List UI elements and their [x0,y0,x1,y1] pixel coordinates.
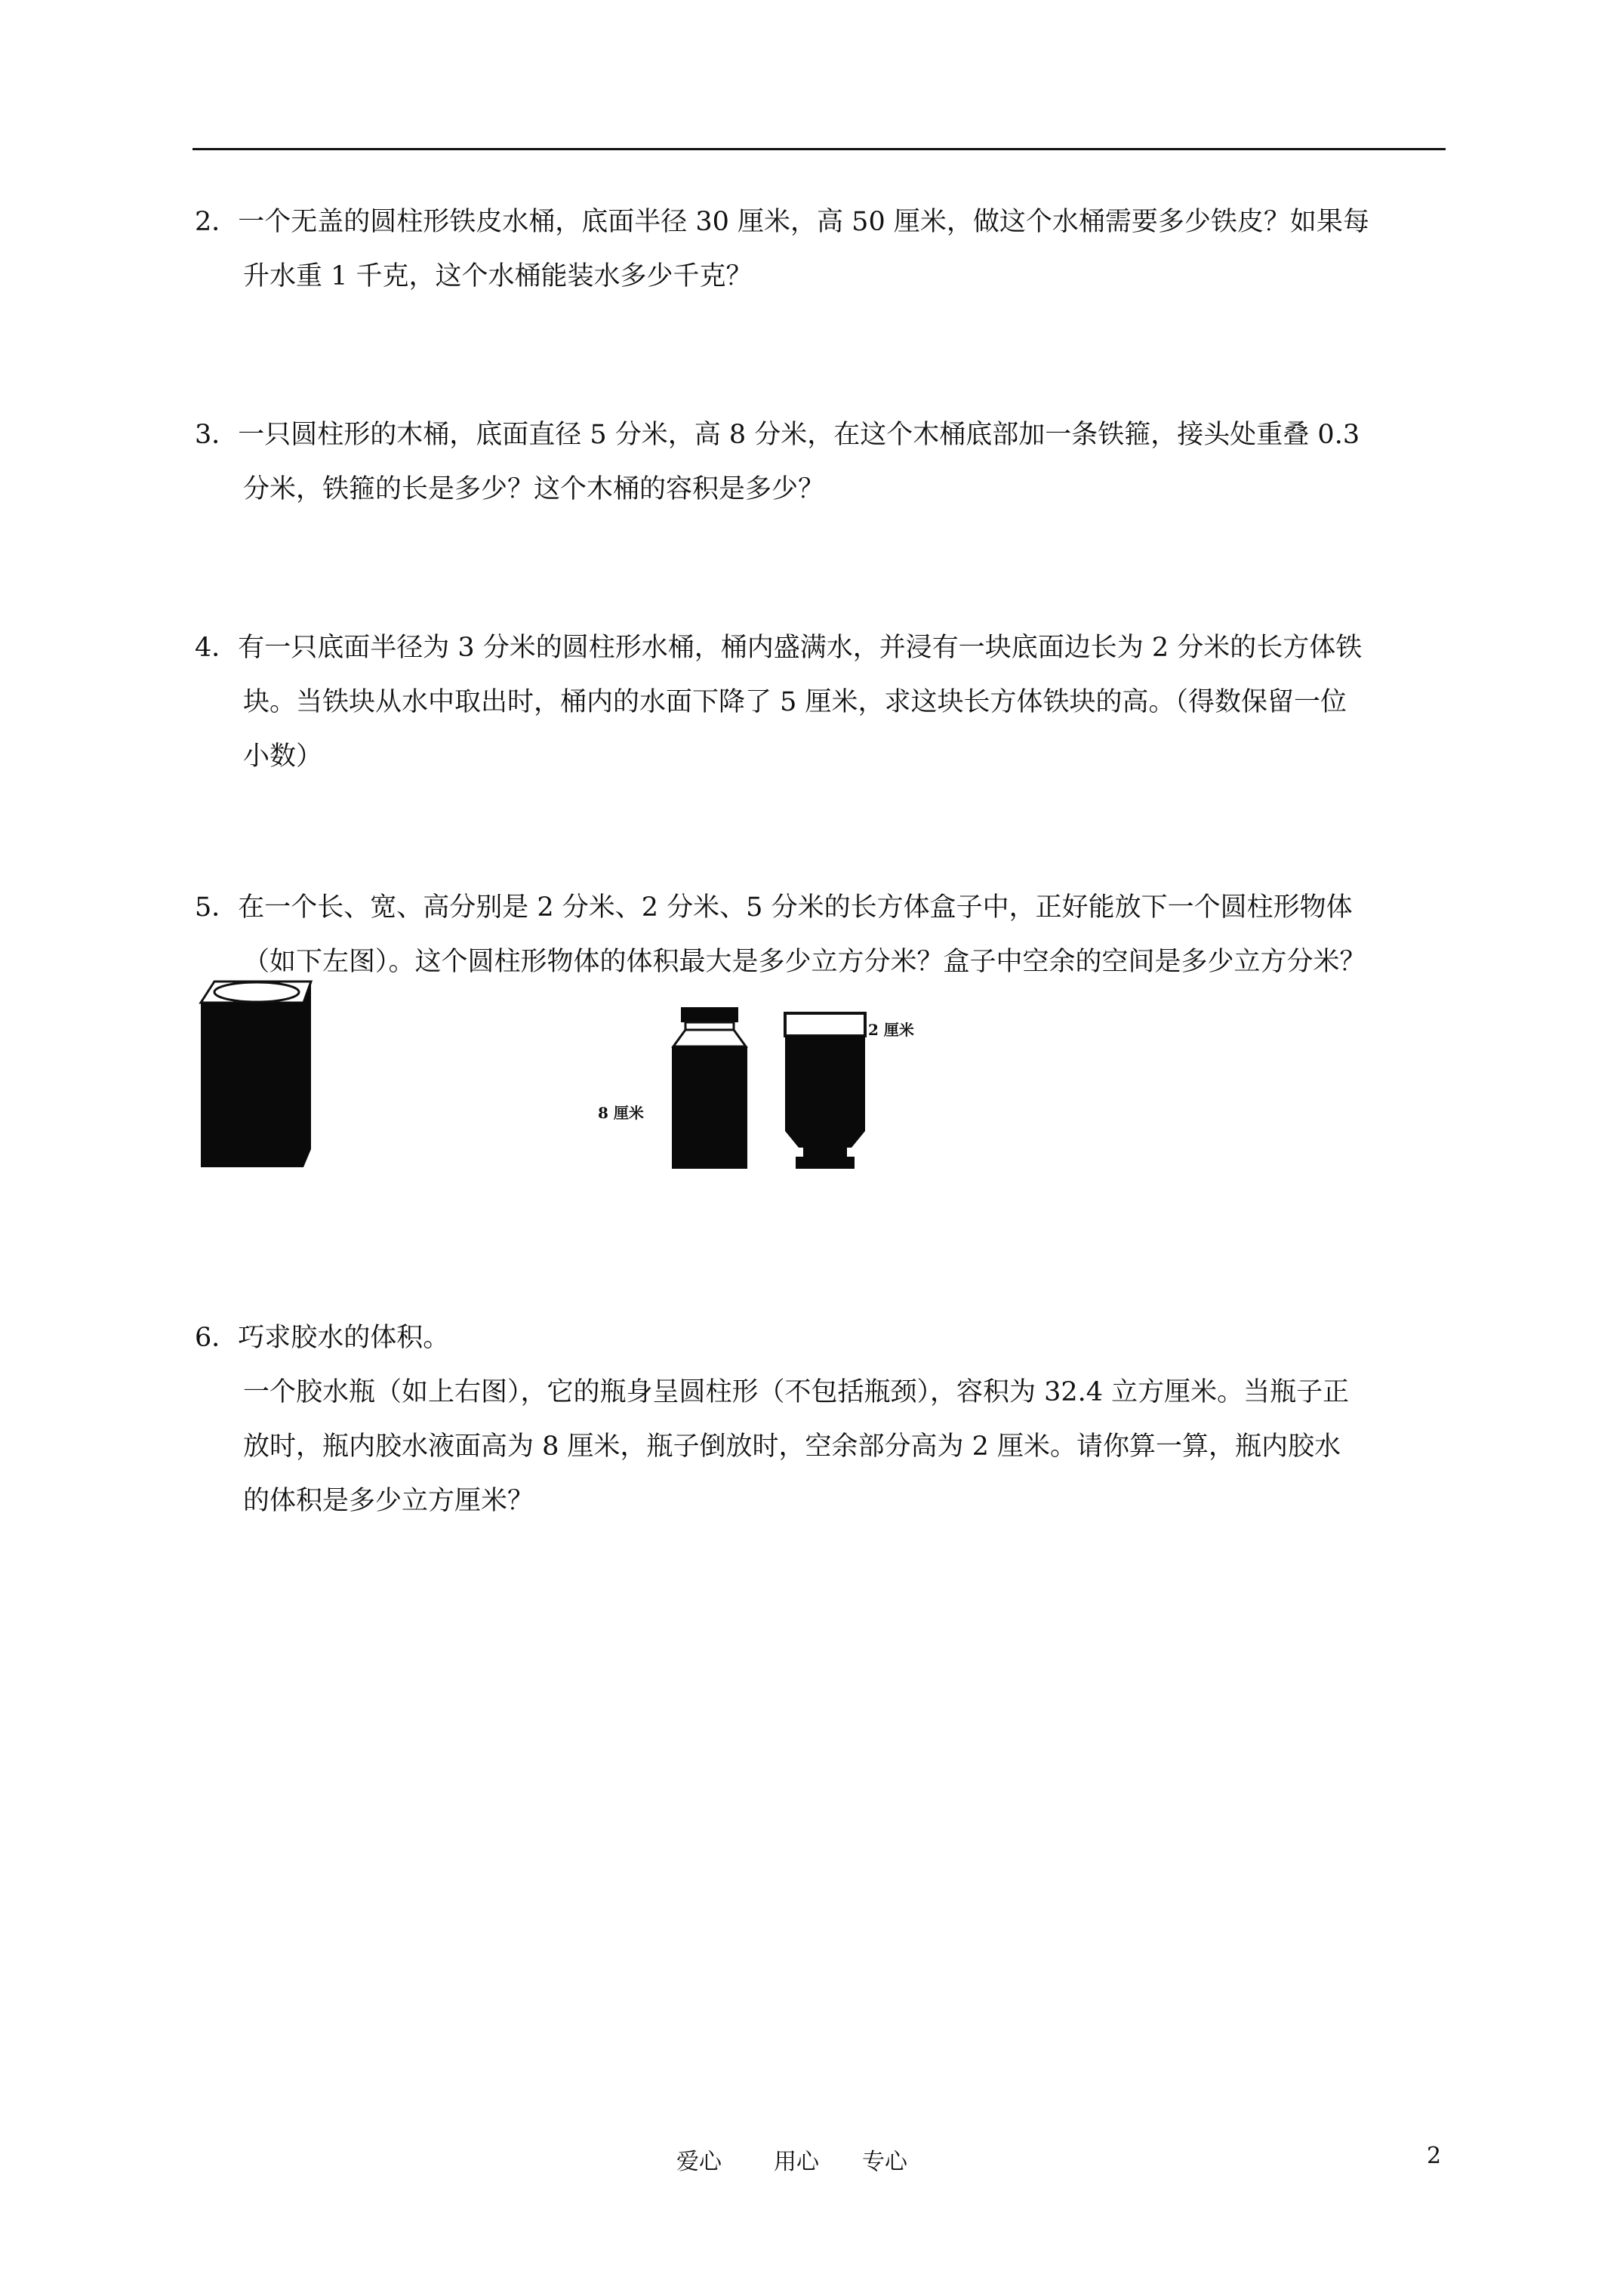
footer-motto-2: 用心 [774,2149,819,2175]
question-3-line-2: 分米，铁箍的长是多少？这个木桶的容积是多少？ [243,474,825,504]
question-6 [195,1311,1455,1528]
question-6-line-3: 的体积是多少立方厘米？ [243,1486,534,1516]
question-5-line-2: （如下左图）。这个圆柱形物体的体积最大是多少立方分米？盒子中空余的空间是多少立方分米？ [243,947,1366,977]
bottle-inverted-gap-label: 2 厘米 [868,1021,914,1039]
question-4 [195,621,1455,784]
question-6-line-2: 放时，瓶内胶水液面高为 8 厘米，瓶子倒放时，空余部分高为 2 厘米。请你算一算，瓶内胶水 [243,1432,1341,1462]
question-4-line-2: 块。当铁块从水中取出时，桶内的水面下降了 5 厘米，求这块长方体铁块的高。（得数保留一位 [243,687,1347,717]
question-2 [195,195,1455,304]
footer-motto-3: 专心 [862,2149,907,2175]
question-6-title: 6．巧求胶水的体积。 [195,1323,450,1353]
question-4-line-3: 小数） [243,741,323,772]
question-5-line-1: 5．在一个长、宽、高分别是 2 分米、2 分米、5 分米的长方体盒子中，正好能放下一个圆柱形物体 [195,892,1353,923]
question-3-line-1: 3．一只圆柱形的木桶，底面直径 5 分米，高 8 分米，在这个木桶底部加一条铁箍，接头处重叠 0.3 [195,420,1360,450]
question-3 [195,408,1455,516]
question-2-line-2: 升水重 1 千克，这个水桶能装水多少千克？ [243,261,753,291]
bottle-upright-height-label: 8 厘米 [598,1104,644,1122]
page-number: 2 [1427,2143,1442,2169]
box-with-cylinder-figure [198,978,317,1170]
question-5 [195,880,1455,989]
question-6-line-1: 一个胶水瓶（如上右图），它的瓶身呈圆柱形（不包括瓶颈），容积为 32.4 立方厘米。当瓶子正 [243,1377,1350,1407]
header-rule [192,148,1446,150]
question-2-line-1: 2．一个无盖的圆柱形铁皮水桶，底面半径 30 厘米，高 50 厘米，做这个水桶需要多少铁皮？如果每 [195,207,1369,237]
glue-bottle-inverted-figure [782,1010,870,1170]
glue-bottle-upright-figure [664,1007,755,1170]
footer-motto-1: 爱心 [676,2149,722,2175]
question-4-line-1: 4．有一只底面半径为 3 分米的圆柱形水桶，桶内盛满水，并浸有一块底面边长为 2 分米的长方体铁 [195,633,1363,663]
